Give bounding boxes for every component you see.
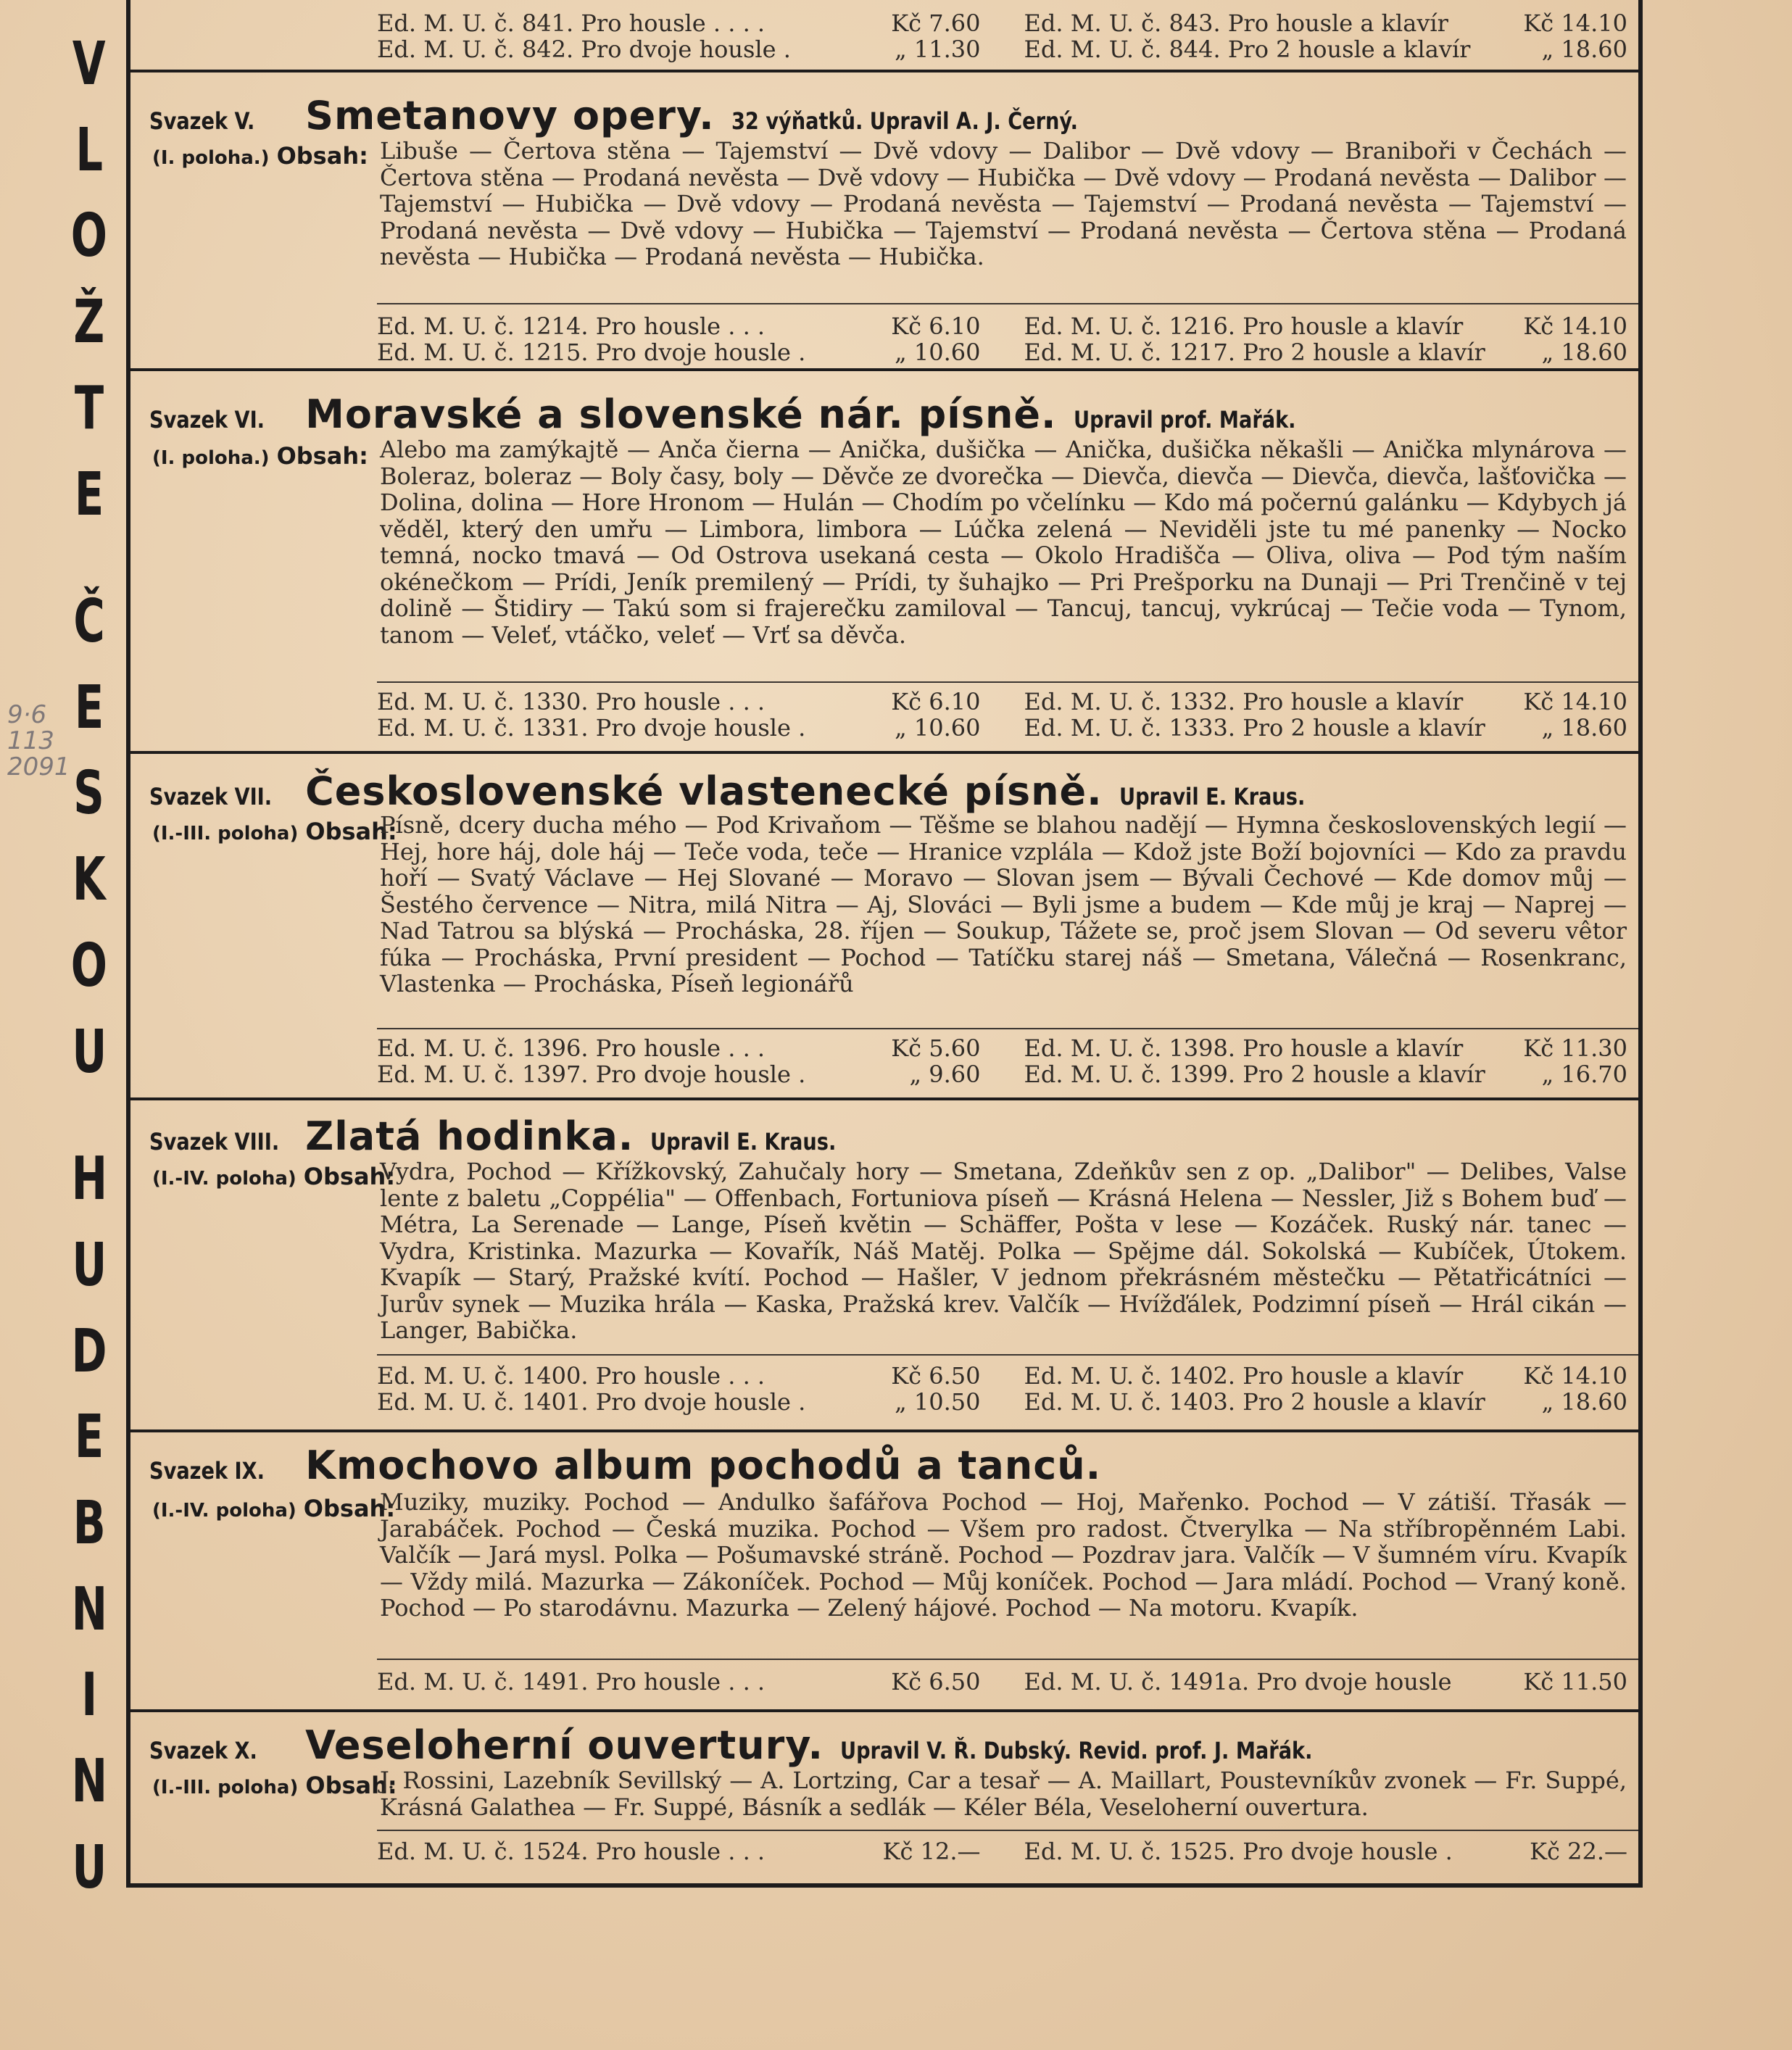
edition-line: Ed. M. U. č. 1332. Pro housle a klavír Kč 14.10 [1024, 688, 1627, 715]
slogan-letter: S [73, 759, 105, 829]
edition-block [377, 313, 1627, 365]
volume-label: Svazek X. [149, 1737, 257, 1764]
volume-label: Svazek VII. [149, 783, 273, 810]
edition-line: Ed. M. U. č. 1397. Pro dvoje housle . „ 9.60 [377, 1061, 981, 1088]
position-label: (I.-IV. poloha) Obsah: [152, 1163, 396, 1190]
pencil-note [7, 702, 72, 780]
section-header [149, 1722, 1635, 1768]
edition-line: Ed. M. U. č. 1400. Pro housle . . . Kč 6.50 [377, 1362, 981, 1390]
slogan-letter: N [71, 1747, 107, 1817]
edition-line: Ed. M. U. č. 1215. Pro dvoje housle . „ 10.60 [377, 339, 981, 366]
slogan-letter: I [81, 1661, 97, 1730]
thin-divider [377, 1028, 1638, 1029]
slogan-letter: K [72, 845, 106, 915]
section-divider [130, 1429, 1638, 1432]
vertical-slogan [57, 30, 122, 1902]
edition-line: Ed. M. U. č. 843. Pro housle a klavír Kč 14.10 [1024, 9, 1627, 37]
edition-line: Ed. M. U. č. 1524. Pro housle . . . Kč 12.— [377, 1838, 981, 1865]
thin-divider [377, 681, 1638, 683]
volume-contents: Vydra, Pochod — Křížkovský, Zahučaly hory — Smetana, Zdeňkův sen z op. „Dalibor" — Delibes, Valse lente z baletu „Coppélia" — Offenbach, Fortuniova píseň — Krásná Helena — Nessler, Již s Bohem buď — Métra, La Serenade — Lange, Píseň květin — Schäffer, Pošta v lese — Kozáček. Ruský nár. tanec — Vydra, Kristinka. Mazurka — Kovařík, Náš Matěj. Polka — Spějme dál. Sokolská — Kubíček, Útokem. Kvapík — Starý, Pražské kvítí. Pochod — Hašler, V jednom překrásném městečku — Pětatřicátníci — Jurův synek — Muzika hrála — Kaska, Pražská krev. Valčík — Hvížďálek, Podzimní píseň — Hrál cikán — Langer, Babička. [380, 1158, 1627, 1344]
position-label: (I. poloha.) Obsah: [152, 142, 368, 170]
volume-label: Svazek VI. [149, 406, 265, 433]
edition-line: Ed. M. U. č. 1401. Pro dvoje housle . „ 10.50 [377, 1388, 981, 1416]
section-divider [130, 368, 1638, 371]
volume-label: Svazek V. [149, 107, 255, 135]
edition-line: Ed. M. U. č. 841. Pro housle . . . . Kč 7.60 [377, 9, 981, 37]
section-header [149, 768, 1635, 814]
volume-contents: Muziky, muziky. Pochod — Andulko šafářova Pochod — Hoj, Mařenko. Pochod — V zátiší. Třasák — Jarabáček. Pochod — Česká muzika. Pochod — Všem pro radost. Čtverylka — Na stříbropěnném Labi. Valčík — Jará mysl. Polka — Pošumavské stráně. Pochod — Pozdrav jara. Valčík — V šumném víru. Kvapík — Vždy milá. Mazurka — Zákoníček. Pochod — Můj koníček. Pochod — Jara mládí. Pochod — Vraný koně. Pochod — Po starodávnu. Mazurka — Zelený hájové. Pochod — Na motoru. Kvapík. [380, 1488, 1627, 1622]
section-divider [130, 1709, 1638, 1712]
thin-divider [377, 1659, 1638, 1660]
volume-title: Československé vlastenecké písně. [305, 768, 1103, 814]
section-divider [130, 751, 1638, 754]
slogan-letter: N [71, 1574, 107, 1644]
edition-line: Ed. M. U. č. 1216. Pro housle a klavír Kč 14.10 [1024, 312, 1627, 340]
slogan-letter: U [72, 1017, 107, 1087]
thin-divider [377, 1830, 1638, 1831]
slogan-letter: V [72, 30, 106, 99]
volume-contents: Alebo ma zamýkajtě — Anča čierna — Anička, dušička — Anička, dušička někašli — Anička mlynárova — Boleraz, boleraz — Boly časy, boly — Děvče ze dvorečka — Dievča, dievča — Dievča, dievča, lašťovička — Dolina, dolina — Hore Hronom — Hulán — Chodím po včelínku — Kdo má počernú galánku — Kdybych já věděl, který den umřu — Limbora, limbora — Lúčka zelená — Neviděli jste tu mé panenky — Nocko temná, nocko tmavá — Od Ostrova usekaná cesta — Okolo Hradišča — Oliva, oliva — Pod tým naším okénečkom — Prídi, Jeník premilený — Prídi, ty šuhajko — Pri Prešporku na Dunaji — Pri Trenčině v tej dolině — Štidiry — Takú som si frajerečku zamiloval — Tancuj, tancuj, vykrúcaj — Tečie voda — Tynom, tanom — Veleť, vtáčko, veleť — Vrť sa děvča. [380, 436, 1627, 649]
slogan-letter: E [74, 460, 104, 529]
slogan-letter: H [71, 1145, 107, 1214]
section-header [149, 391, 1635, 437]
edition-block [377, 1363, 1627, 1415]
section-divider [130, 1097, 1638, 1100]
edition-line: Ed. M. U. č. 844. Pro 2 housle a klavír „ 18.60 [1024, 36, 1627, 63]
position-label: (I. poloha.) Obsah: [152, 442, 368, 470]
edition-block [377, 1838, 1627, 1864]
edition-line: Ed. M. U. č. 1491a. Pro dvoje housle Kč 11.50 [1024, 1668, 1627, 1696]
slogan-letter: O [70, 931, 108, 1000]
volume-contents: Písně, dcery ducha mého — Pod Krivaňom — Těšme se blahou nadějí — Hymna československých legií — Hej, hore háj, dole háj — Teče voda, teče — Hranice vzplála — Kdož jste Boží bojovníci — Kdo za pravdu hoří — Svatý Václave — Hej Slované — Moravo — Slovan jsem — Bývali Čechové — Kde domov můj — Šestého července — Nitra, milá Nitra — Aj, Slováci — Byli jsme a budem — Kde můj je kraj — Naprej — Nad Tatrou sa blýská — Procháska, 28. říjen — Soukup, Tážete se, proč jsem Slovan — Od severu vêtor fúka — Procháska, První president — Pochod — Tatíčku starej náš — Smetana, Válečná — Rosenkranc, Vlastenka — Procháska, Píseň legionářů [380, 811, 1627, 997]
edition-line: Ed. M. U. č. 1330. Pro housle . . . Kč 6.10 [377, 688, 981, 715]
slogan-letter: U [72, 1230, 107, 1300]
edition-line: Ed. M. U. č. 1402. Pro housle a klavír Kč 14.10 [1024, 1362, 1627, 1390]
position-label: (I.-III. poloha) Obsah: [152, 818, 397, 845]
edition-line: Ed. M. U. č. 842. Pro dvoje housle . „ 11.30 [377, 36, 981, 63]
volume-title: Moravské a slovenské nár. písně. [305, 391, 1057, 437]
volume-editor: Upravil E. Kraus. [650, 1128, 837, 1155]
edition-block [377, 1035, 1627, 1087]
edition-line: Ed. M. U. č. 1217. Pro 2 housle a klavír „ 18.60 [1024, 339, 1627, 366]
top-editions [377, 10, 1627, 62]
volume-editor: Upravil E. Kraus. [1119, 783, 1306, 810]
slogan-letter: E [74, 1403, 104, 1472]
edition-line: Ed. M. U. č. 1399. Pro 2 housle a klavír „ 16.70 [1024, 1061, 1627, 1088]
volume-title: Veseloherní ouvertury. [305, 1722, 824, 1768]
edition-line: Ed. M. U. č. 1491. Pro housle . . . Kč 6.50 [377, 1668, 981, 1696]
edition-line: Ed. M. U. č. 1403. Pro 2 housle a klavír „ 18.60 [1024, 1388, 1627, 1416]
edition-block [377, 689, 1627, 741]
volume-contents: Libuše — Čertova stěna — Tajemství — Dvě vdovy — Dalibor — Dvě vdovy — Braniboři v Čechách — Čertova stěna — Prodaná nevěsta — Dvě vdovy — Hubička — Dvě vdovy — Prodaná nevěsta — Dalibor — Tajemství — Hubička — Dvě vdovy — Prodaná nevěsta — Tajemství — Prodaná nevěsta — Tajemství — Prodaná nevěsta — Dvě vdovy — Hubička — Tajemství — Prodaná nevěsta — Čertova stěna — Prodaná nevěsta — Hubička — Prodaná nevěsta — Hubička. [380, 137, 1627, 270]
thin-divider [377, 1354, 1638, 1356]
section-header [149, 1443, 1635, 1488]
slogan-letter: U [72, 1833, 107, 1902]
volume-editor: Upravil prof. Mařák. [1073, 406, 1296, 433]
thin-divider [377, 303, 1638, 304]
slogan-letter: B [72, 1488, 106, 1558]
edition-line: Ed. M. U. č. 1525. Pro dvoje housle . Kč 22.— [1024, 1838, 1627, 1865]
volume-editor: Upravil V. Ř. Dubský. Revid. prof. J. Mařák. [840, 1737, 1313, 1764]
volume-title: Kmochovo album pochodů a tanců. [305, 1443, 1102, 1488]
slogan-letter: D [71, 1316, 107, 1386]
edition-line: Ed. M. U. č. 1214. Pro housle . . . Kč 6.10 [377, 312, 981, 340]
pencil-note-line: 9·6 [7, 700, 47, 729]
slogan-letter: T [74, 373, 104, 443]
volume-editor: 32 výňatků. Upravil A. J. Černý. [731, 107, 1078, 135]
slogan-letter: E [74, 673, 104, 742]
pencil-note-line: 2091 [7, 752, 70, 781]
volume-label: Svazek VIII. [149, 1128, 280, 1155]
slogan-letter: Č [73, 587, 105, 657]
slogan-letter: O [70, 202, 108, 271]
edition-block [377, 1669, 1627, 1695]
position-label: (I.-IV. poloha) Obsah: [152, 1495, 396, 1522]
section-header [149, 93, 1635, 138]
edition-line: Ed. M. U. č. 1398. Pro housle a klavír Kč 11.30 [1024, 1034, 1627, 1062]
position-label: (I.-III. poloha) Obsah: [152, 1772, 397, 1799]
slogan-letter: L [75, 115, 103, 185]
edition-line: Ed. M. U. č. 1331. Pro dvoje housle . „ 10.60 [377, 714, 981, 742]
volume-title: Smetanovy opery. [305, 93, 715, 138]
volume-contents: J. Rossini, Lazebník Sevillský — A. Lortzing, Car a tesař — A. Maillart, Poustevníkův zvonek — Fr. Suppé, Krásná Galathea — Fr. Suppé, Básník a sedlák — Kéler Béla, Veseloherní ouvertura. [380, 1767, 1627, 1821]
pencil-note-line: 113 [7, 726, 54, 755]
edition-line: Ed. M. U. č. 1333. Pro 2 housle a klavír „ 18.60 [1024, 714, 1627, 742]
slogan-letter: Ž [73, 288, 105, 357]
volume-label: Svazek IX. [149, 1457, 265, 1485]
section-header [149, 1113, 1635, 1159]
section-divider [130, 70, 1638, 72]
edition-line: Ed. M. U. č. 1396. Pro housle . . . Kč 5.60 [377, 1034, 981, 1062]
volume-title: Zlatá hodinka. [305, 1113, 634, 1159]
